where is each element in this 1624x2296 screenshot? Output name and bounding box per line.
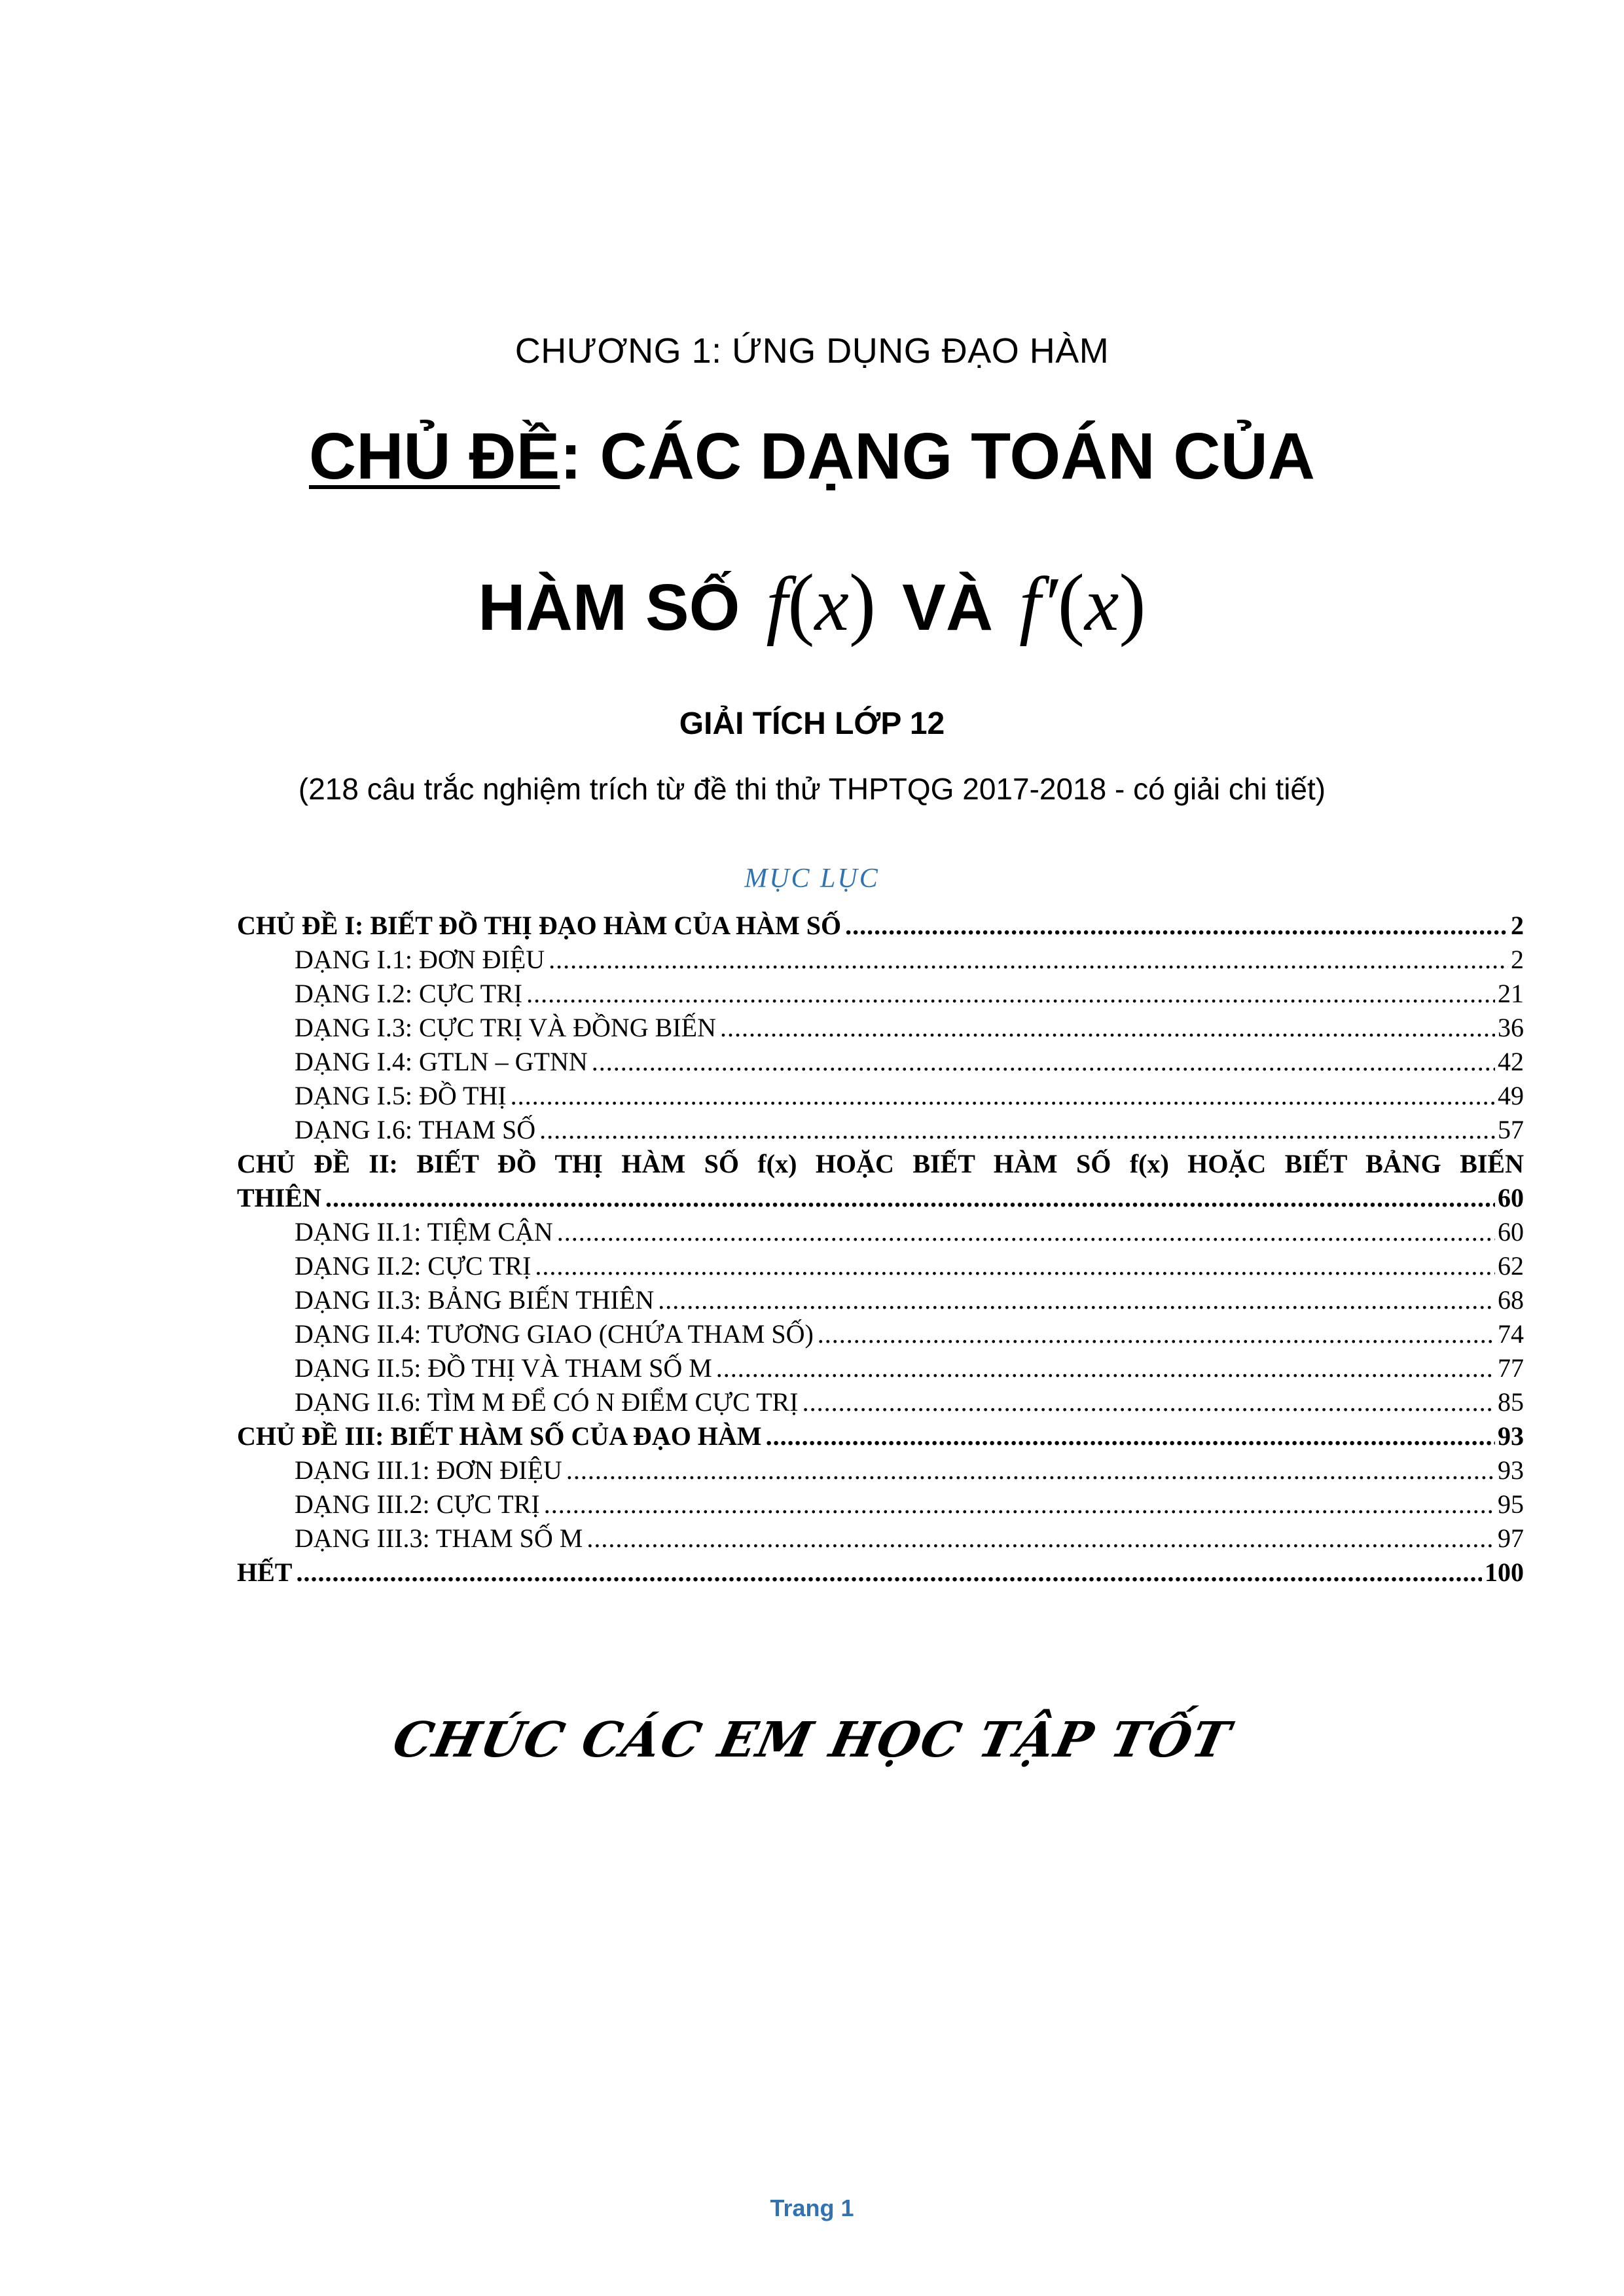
closing-wish: CHÚC CÁC EM HỌC TẬP TỐT: [388, 1712, 1236, 1768]
toc-entry[interactable]: [237, 1249, 1524, 1283]
toc-entry-label: DẠNG III.3: THAM SỐ M: [295, 1523, 583, 1553]
toc-entry-label-line1: CHỦ ĐỀ II: BIẾT ĐỒ THỊ HÀM SỐ f(x) HOẶC BIẾT HÀM SỐ f(x) HOẶC BIẾT BẢNG BIẾN: [237, 1149, 1524, 1178]
math-x: x: [814, 561, 849, 647]
toc-entry-page: 77: [1498, 1353, 1524, 1383]
toc-entry[interactable]: [237, 1419, 1524, 1453]
function-title: [0, 556, 1624, 649]
toc-entry[interactable]: [237, 1113, 1524, 1147]
toc-entry[interactable]: [237, 1147, 1524, 1215]
toc-entry[interactable]: [237, 1079, 1524, 1113]
toc-entry[interactable]: [237, 1487, 1524, 1522]
toc-entry[interactable]: [237, 909, 1524, 943]
toc-entry-label: DẠNG II.3: BẢNG BIẾN THIÊN: [295, 1285, 655, 1315]
math-fprime: f′: [1019, 561, 1058, 647]
toc-entry-label: DẠNG II.4: TƯƠNG GIAO (CHỨA THAM SỐ): [295, 1319, 814, 1349]
toc-entry-label: THIÊN: [237, 1183, 321, 1212]
toc-entry-label: DẠNG II.2: CỰC TRỊ: [295, 1251, 532, 1281]
toc-entry[interactable]: [237, 1385, 1524, 1419]
subtitle-note: (218 câu trắc nghiệm trích từ đề thi thử THPTQG 2017-2018 - có giải chi tiết): [298, 772, 1326, 806]
toc-entry-label: DẠNG I.1: ĐƠN ĐIỆU: [295, 945, 545, 974]
toc-entry-label: DẠNG II.5: ĐỒ THỊ VÀ THAM SỐ M: [295, 1353, 712, 1383]
toc-entry-label: DẠNG III.1: ĐƠN ĐIỆU: [295, 1455, 562, 1485]
page-number: Trang 1: [770, 2195, 854, 2221]
toc-entry-page: 2: [1511, 911, 1524, 940]
chapter-heading: CHƯƠNG 1: ỨNG DỤNG ĐẠO HÀM: [514, 331, 1110, 371]
toc-entry-page: 60: [1498, 1183, 1524, 1212]
toc-entry-page: 74: [1498, 1319, 1524, 1349]
toc-entry-page: 85: [1498, 1387, 1524, 1417]
toc-entry-page: 60: [1498, 1217, 1524, 1247]
toc-entry[interactable]: [237, 1283, 1524, 1317]
math-f-of-x: f(x): [766, 558, 876, 647]
toc-entry-page: 100: [1485, 1558, 1524, 1587]
toc-entry-label: DẠNG I.6: THAM SỐ: [295, 1115, 536, 1144]
math-fprime-of-x: f′(x): [1019, 558, 1146, 647]
function-title-prefix: HÀM SỐ: [478, 571, 740, 644]
toc-entry[interactable]: [237, 1215, 1524, 1249]
toc-entry[interactable]: [237, 1317, 1524, 1351]
toc-entry-page: 36: [1498, 1013, 1524, 1042]
toc-entry-label: HẾT: [237, 1558, 293, 1587]
toc-entry-label: DẠNG II.1: TIỆM CẬN: [295, 1217, 553, 1247]
toc-entry[interactable]: [237, 943, 1524, 977]
toc-title: MỤC LỤC: [744, 864, 880, 894]
topic-title-text: : CÁC DẠNG TOÁN CỦA: [560, 420, 1316, 493]
toc-entry[interactable]: [237, 1045, 1524, 1079]
table-of-contents: [237, 909, 1524, 1590]
toc-entry-page: 21: [1498, 979, 1524, 1008]
toc-entry[interactable]: [237, 1011, 1524, 1045]
toc-entry-label: DẠNG I.2: CỰC TRỊ: [295, 979, 523, 1008]
toc-entry-page: 57: [1498, 1115, 1524, 1144]
toc-entry[interactable]: [237, 1522, 1524, 1556]
grade-heading: GIẢI TÍCH LỚP 12: [679, 706, 945, 741]
toc-entry-label: CHỦ ĐỀ I: BIẾT ĐỒ THỊ ĐẠO HÀM CỦA HÀM SỐ: [237, 911, 842, 940]
toc-entry[interactable]: [237, 1453, 1524, 1487]
toc-entry-label: CHỦ ĐỀ III: BIẾT HÀM SỐ CỦA ĐẠO HÀM: [237, 1421, 762, 1451]
toc-entry[interactable]: [237, 977, 1524, 1011]
toc-entry-page: 62: [1498, 1251, 1524, 1281]
toc-entry-label: DẠNG I.4: GTLN – GTNN: [295, 1047, 588, 1076]
toc-entry[interactable]: [237, 1351, 1524, 1385]
toc-entry-label: DẠNG I.3: CỰC TRỊ VÀ ĐỒNG BIẾN: [295, 1013, 717, 1042]
toc-entry-page: 49: [1498, 1081, 1524, 1110]
math-x2: x: [1084, 561, 1119, 647]
toc-entry-label: DẠNG II.6: TÌM M ĐỂ CÓ N ĐIỂM CỰC TRỊ: [295, 1387, 799, 1417]
function-title-and: VÀ: [902, 571, 994, 644]
topic-title: [0, 419, 1624, 494]
toc-entry-page: 68: [1498, 1285, 1524, 1315]
toc-entry-page: 95: [1498, 1489, 1524, 1519]
toc-entry-label: DẠNG III.2: CỰC TRỊ: [295, 1489, 540, 1519]
toc-entry-page: 42: [1498, 1047, 1524, 1076]
toc-entry-page: 97: [1498, 1523, 1524, 1553]
toc-entry-label: DẠNG I.5: ĐỒ THỊ: [295, 1081, 507, 1110]
toc-entry-page: 2: [1511, 945, 1524, 974]
toc-entry-page: 93: [1498, 1455, 1524, 1485]
toc-entry-page: 93: [1498, 1421, 1524, 1451]
topic-label: CHỦ ĐỀ: [308, 420, 560, 493]
toc-entry[interactable]: [237, 1556, 1524, 1590]
math-f: f: [766, 561, 788, 647]
